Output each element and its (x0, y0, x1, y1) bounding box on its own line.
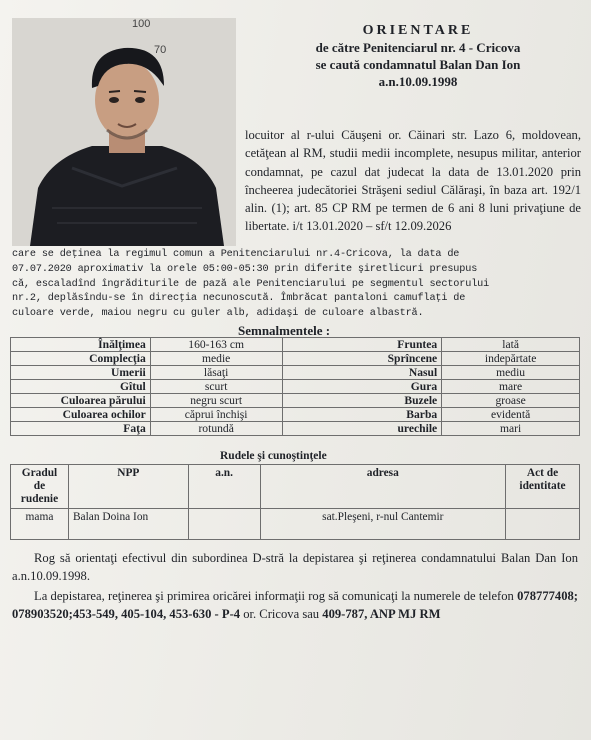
table-row (11, 352, 580, 366)
issuer-line: de către Penitenciarul nr. 4 - Cricova (315, 40, 521, 55)
feature-value: scurt (150, 380, 282, 394)
relative-address: sat.Pleşeni, r-nul Cantemir (260, 509, 505, 540)
suspect-photo (12, 18, 236, 246)
table-row (11, 422, 580, 436)
request-paragraph: Rog să orientaţi efectivul din subordinea D-stră la depistarea şi reţinerea condamnatului Balan Dan Ion a.n.10.09.1998. (12, 551, 578, 583)
relatives-table (10, 464, 580, 540)
typed-line: care se deţinea la regimul comun a Penitenciarului nr.4-Cricova, la data de (12, 249, 460, 260)
feature-value: rotundă (150, 422, 282, 436)
closing-section (12, 550, 578, 623)
feature-value: lăsaţi (150, 366, 282, 380)
column-header: adresa (260, 465, 505, 509)
feature-value: mari (442, 422, 580, 436)
typed-line: nr.2, deplăsîndu-se în direcţia necunoscută. Îmbrăcat pantaloni camuflaţi de (12, 293, 466, 305)
document-header (258, 22, 578, 90)
biography-paragraph: locuitor al r-ului Căuşeni or. Căinari str. Lazo 6, moldovean, cetăţean al RM, studii medii incomplete, nesupus militar, anterior condamnat, pe cazul dat judecat la data de 13.01.2020 prin încheerea judecătoriei Străşeni sediul Călăraşi, în baza art. 192/1 alin. (1); art. 85 CP RM pe termen de 6 ani 8 luni privaţiune de libertate. i/t 13.01.2020 – sf/t 12.09.2026 (245, 128, 581, 234)
feature-label: Faţa (11, 422, 151, 436)
phone-numbers: 078777408; 078903520;453-549, 405-104, 453-630 - P-4 (12, 589, 578, 621)
table-row (11, 408, 580, 422)
feature-label: Fruntea (282, 338, 442, 352)
relative-birthdate (188, 509, 260, 540)
feature-label: Înălţimea (11, 338, 151, 352)
contact-text: or. Cricova sau (240, 606, 323, 621)
feature-value: mediu (442, 366, 580, 380)
contact-text: La depistarea, reţinerea şi primirea oricărei informaţii rog să comunicaţi la numerele de telefon (34, 589, 518, 603)
typed-description (12, 248, 580, 322)
table-row (11, 366, 580, 380)
photo-mark-70: 70 (154, 44, 167, 56)
semnalmente-table (10, 337, 580, 436)
feature-label: Sprîncene (282, 352, 442, 366)
feature-value: căprui închişi (150, 408, 282, 422)
feature-value: 160-163 cm (150, 338, 282, 352)
feature-label: Umerii (11, 366, 151, 380)
typed-line: că, escaladînd îngrăditurile de pază ale Penitenciarului pe segmentul sectorului (12, 278, 490, 290)
column-header: Act de identitate (506, 465, 580, 509)
contact-paragraph (12, 588, 578, 623)
relative-id (506, 509, 580, 540)
semnalmente-title: Semnalmentele : (238, 323, 331, 338)
subject-line: se caută condamnatul Balan Dan Ion (315, 57, 521, 72)
feature-label: Barba (282, 408, 442, 422)
typed-line: culoare verde, maiou negru cu guler alb, adidaşi de culoare albastră. (12, 308, 424, 320)
feature-label: Buzele (282, 394, 442, 408)
document-title: ORIENTARE (362, 23, 474, 38)
contact-phone-anp: 409-787, ANP MJ RM (322, 606, 441, 621)
feature-value: lată (442, 338, 580, 352)
column-header: a.n. (188, 465, 260, 509)
table-row (11, 380, 580, 394)
table-row (11, 394, 580, 408)
feature-label: Culoarea ochilor (11, 408, 151, 422)
feature-label: Gîtul (11, 380, 151, 394)
relative-degree: mama (11, 509, 69, 540)
feature-value: groase (442, 394, 580, 408)
feature-label: Complecţia (11, 352, 151, 366)
feature-value: evidentă (442, 408, 580, 422)
photo-mark-100: 100 (132, 18, 151, 30)
feature-value: indepărtate (442, 352, 580, 366)
relatives-title: Rudele şi cunoştinţele (220, 450, 327, 462)
birthdate-line: a.n.10.09.1998 (378, 74, 458, 89)
feature-value: negru scurt (150, 394, 282, 408)
column-header: Gradul de rudenie (11, 465, 69, 509)
table-header-row (11, 465, 580, 509)
feature-label: Gura (282, 380, 442, 394)
column-header: NPP (68, 465, 188, 509)
table-row (11, 338, 580, 352)
typed-line: 07.07.2020 aproximativ la orele 05:00-05:30 prin diferite şiretlicuri presupus (12, 263, 478, 275)
feature-value: mare (442, 380, 580, 394)
feature-label: Nasul (282, 366, 442, 380)
feature-label: urechile (282, 422, 442, 436)
feature-value: medie (150, 352, 282, 366)
relative-name: Balan Doina Ion (68, 509, 188, 540)
table-row (11, 509, 580, 540)
feature-label: Culoarea părului (11, 394, 151, 408)
